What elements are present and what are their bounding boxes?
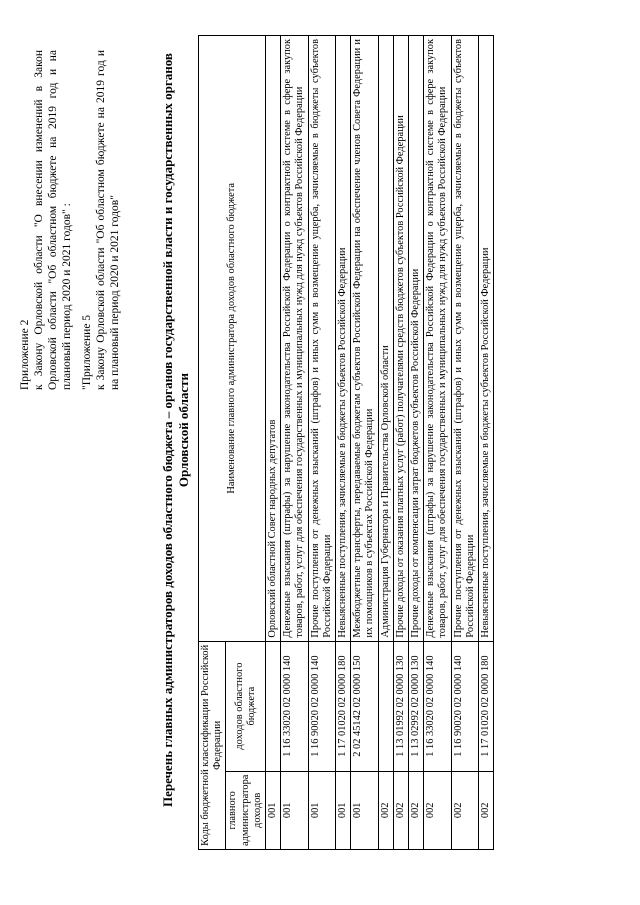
cell-income-code: 1 17 01020 02 0000 180	[479, 641, 494, 771]
header-administrator-name: Наименование главного администратора доходов областного бюджета	[199, 36, 266, 642]
cell-income-code	[378, 641, 393, 771]
appendix-line-3: "Приложение 5	[81, 314, 93, 390]
cell-name: Орловский областной Совет народных депутатов	[266, 36, 281, 642]
document-title: Перечень главных администраторов доходов областного бюджета – органов государственной власти и государственных органов Орловской области	[160, 53, 191, 807]
header-budget-codes: Коды бюджетной классификации Российской Федерации	[199, 641, 226, 849]
cell-admin-code: 001	[336, 771, 351, 849]
cell-income-code: 1 16 90020 02 0000 140	[308, 641, 335, 771]
table-row	[479, 36, 494, 850]
table-row	[336, 36, 351, 850]
cell-income-code: 1 16 90020 02 0000 140	[451, 641, 478, 771]
table-row	[424, 36, 451, 850]
cell-name: Невыясненные поступления, зачисляемые в бюджеты субъектов Российской Федерации	[479, 36, 494, 642]
cell-name: Прочие доходы от оказания платных услуг (работ) получателями средств бюджетов субъектов Российской Федерации	[393, 36, 408, 642]
table-row	[378, 36, 393, 850]
cell-admin-code: 001	[266, 771, 281, 849]
appendix-line-1: Приложение 2	[19, 319, 31, 390]
cell-income-code: 1 17 01020 02 0000 180	[336, 641, 351, 771]
cell-admin-code: 002	[393, 771, 408, 849]
table-row	[393, 36, 408, 850]
cell-name: Прочие поступления от денежных взысканий (штрафов) и иных сумм в возмещение ущерба, зачисляемые в бюджеты субъектов Российской Федерации	[308, 36, 335, 642]
cell-name: Прочие доходы от компенсации затрат бюджетов субъектов Российской Федерации	[409, 36, 424, 642]
cell-name: Администрация Губернатора и Правительства Орловской области	[378, 36, 393, 642]
appendix-line-2: к Закону Орловской области "О внесении изменений в Закон Орловской области "Об областном бюджете на 2019 год и на плановый период 2020 и 2021 годов" :	[33, 50, 73, 390]
cell-admin-code: 002	[409, 771, 424, 849]
table-row	[281, 36, 308, 850]
cell-admin-code: 002	[479, 771, 494, 849]
cell-admin-code: 002	[378, 771, 393, 849]
table-row	[351, 36, 378, 850]
cell-name: Денежные взыскания (штрафы) за нарушение законодательства Российской Федерации о контрактной системе в сфере закупок товаров, работ, услуг для обеспечения государственных и муниципальных нужд для нужд субъектов Российской Федерации	[424, 36, 451, 642]
header-administrator-code: главного администратора доходов	[226, 771, 266, 849]
cell-income-code: 1 16 33020 02 0000 140	[424, 641, 451, 771]
table-row	[266, 36, 281, 850]
table-row	[451, 36, 478, 850]
cell-admin-code: 001	[308, 771, 335, 849]
appendix-line-4: к Закону Орловской области "Об областном бюджете на 2019 год и на плановый период 2020 и 2021 годов"	[95, 50, 121, 390]
cell-name: Прочие поступления от денежных взысканий (штрафов) и иных сумм в возмещение ущерба, зачисляемые в бюджеты субъектов Российской Федерации	[451, 36, 478, 642]
cell-name: Денежные взыскания (штрафы) за нарушение законодательства Российской Федерации о контрактной системе в сфере закупок товаров, работ, услуг для обеспечения государственных и муниципальных нужд для нужд субъектов Российской Федерации	[281, 36, 308, 642]
cell-income-code	[266, 641, 281, 771]
administrators-table	[198, 35, 494, 850]
appendix-block	[18, 50, 122, 390]
cell-admin-code: 001	[281, 771, 308, 849]
cell-income-code: 1 13 02992 02 0000 130	[409, 641, 424, 771]
header-income-code: доходов областного бюджета	[226, 641, 266, 771]
cell-admin-code: 001	[351, 771, 378, 849]
table-row	[308, 36, 335, 850]
cell-admin-code: 002	[451, 771, 478, 849]
cell-income-code: 1 16 33020 02 0000 140	[281, 641, 308, 771]
cell-income-code: 1 13 01992 02 0000 130	[393, 641, 408, 771]
table-row	[409, 36, 424, 850]
cell-name: Невыясненные поступления, зачисляемые в бюджеты субъектов Российской Федерации	[336, 36, 351, 642]
cell-income-code: 2 02 45142 02 0000 150	[351, 641, 378, 771]
cell-name: Межбюджетные трансферты, передаваемые бюджетам субъектов Российской Федерации на обеспечение членов Совета Федерации и их помощников в субъектах Российской Федерации	[351, 36, 378, 642]
cell-admin-code: 002	[424, 771, 451, 849]
